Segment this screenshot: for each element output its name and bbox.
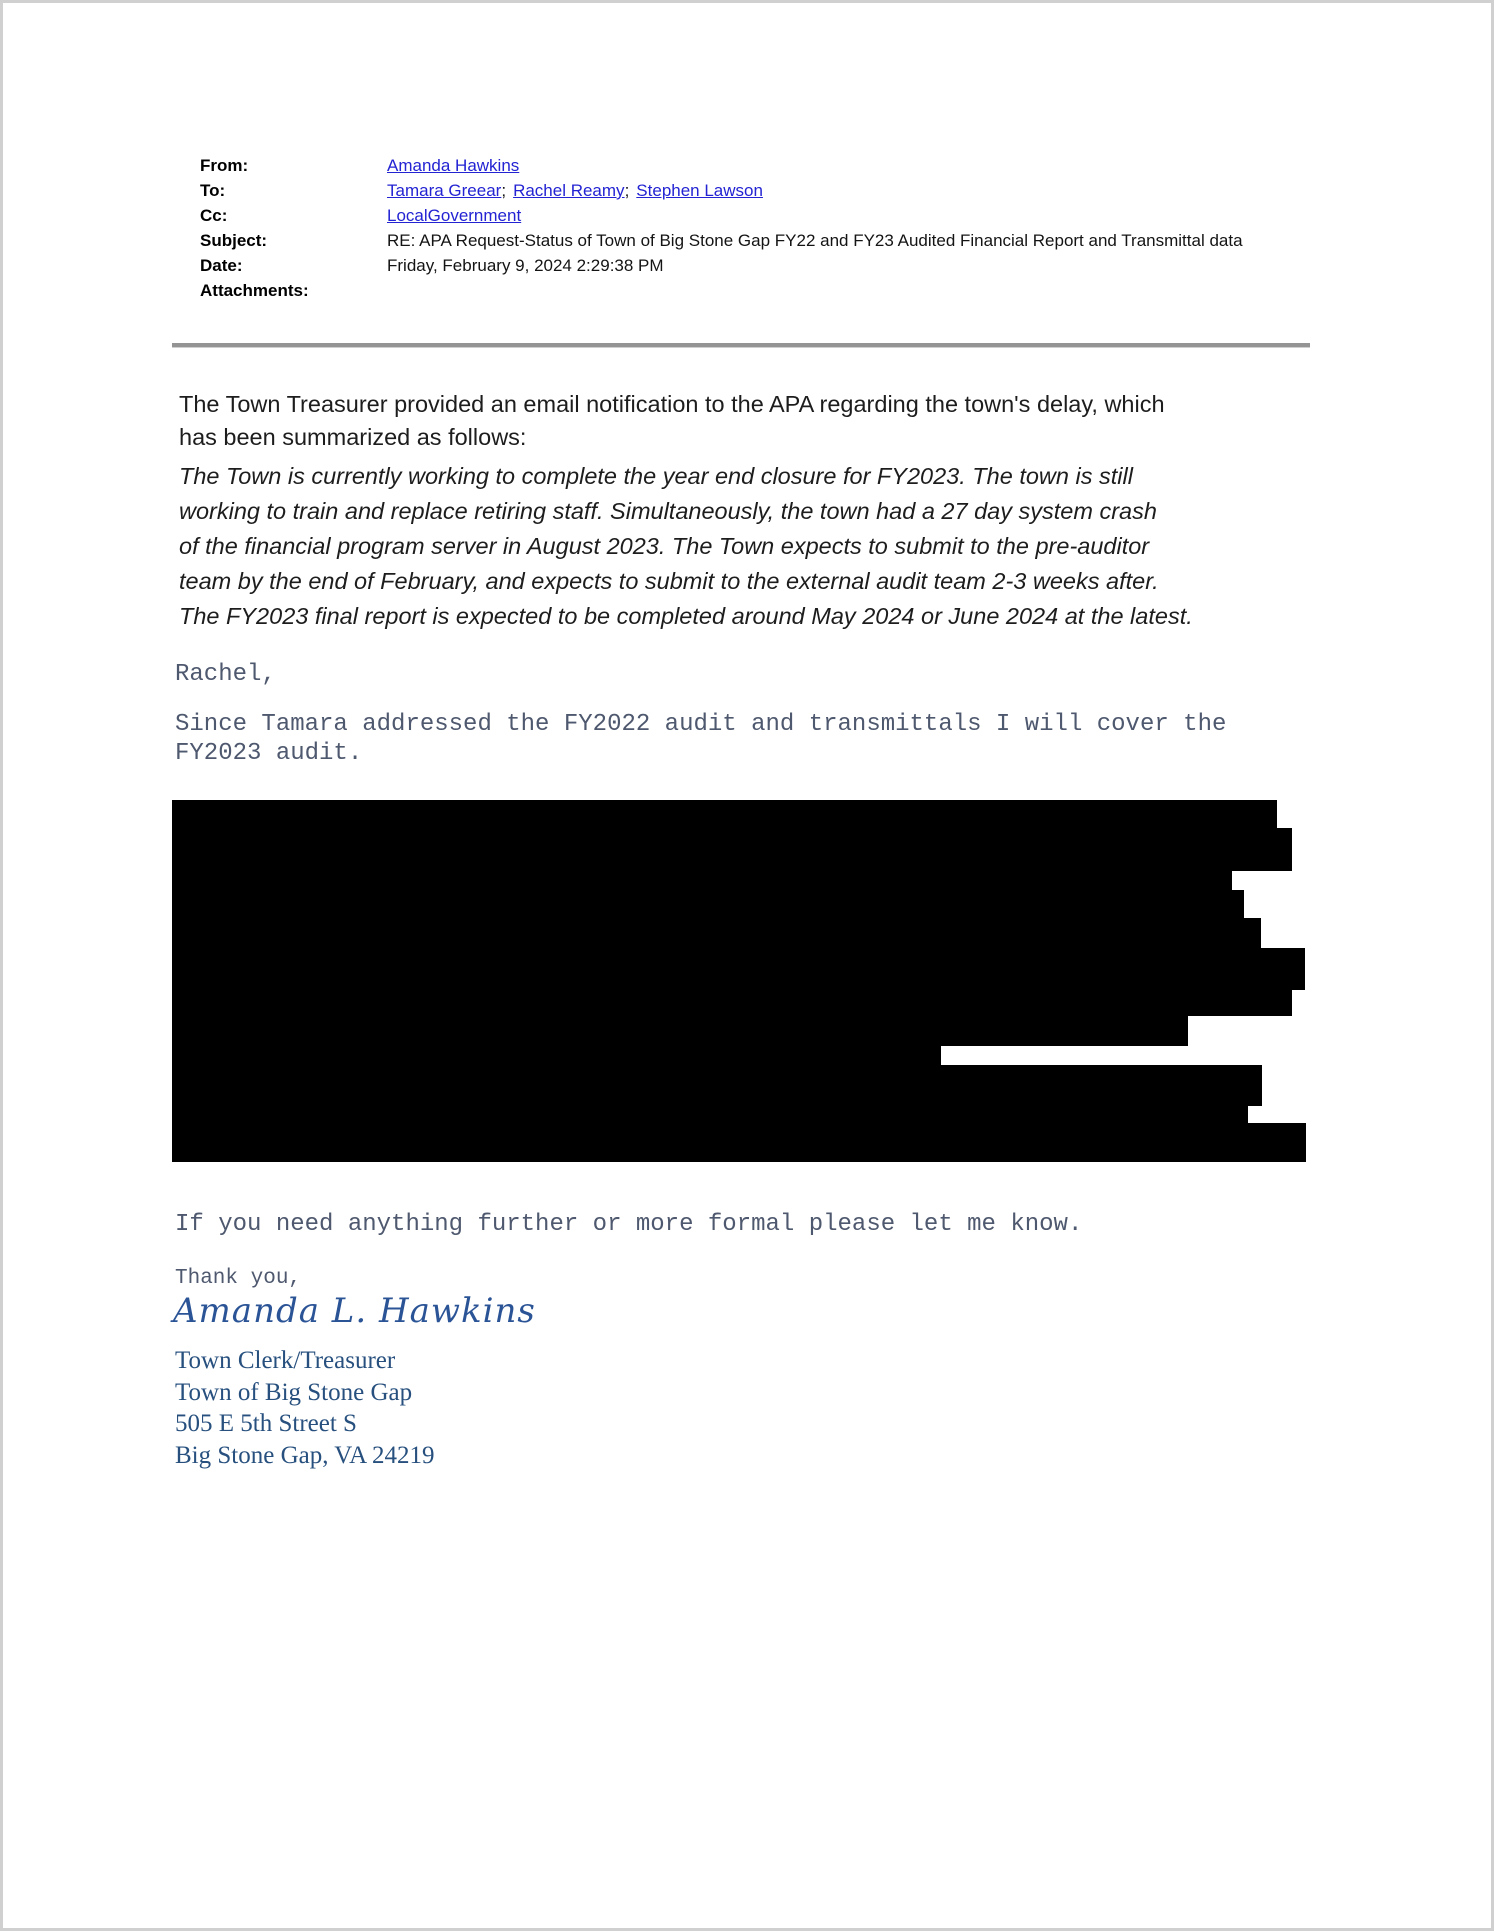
note-paragraph: [175, 710, 1226, 768]
from-value: [387, 153, 519, 178]
signature-block: [175, 1345, 435, 1471]
recipient-separator: ;: [501, 181, 507, 200]
email-header: [200, 153, 1243, 303]
attachments-label: Attachments:: [200, 281, 309, 300]
header-row-from: [200, 153, 1243, 178]
quote-line: of the financial program server in August 2023. The Town expects to submit to the pre-auditor: [179, 533, 1150, 559]
header-divider: [172, 343, 1310, 348]
cc-link[interactable]: LocalGovernment: [387, 206, 522, 225]
to-link-2[interactable]: Rachel Reamy: [513, 181, 625, 200]
subject-value: RE: APA Request-Status of Town of Big Stone Gap FY22 and FY23 Audited Financial Report and Transmittal data: [387, 231, 1243, 250]
intro-line: has been summarized as follows:: [179, 424, 527, 450]
from-link[interactable]: Amanda Hawkins: [387, 156, 520, 175]
closing-text: If you need anything further or more formal please let me know.: [175, 1211, 1083, 1238]
signature-script: Amanda L. Hawkins: [173, 1291, 536, 1331]
redaction-stripe: [172, 918, 1261, 948]
signature-org: Town of Big Stone Gap: [175, 1378, 413, 1406]
redaction-stripe: [172, 871, 1232, 890]
to-value: [387, 178, 763, 203]
header-row-attachments: [200, 278, 1243, 303]
redaction-stripe: [172, 1046, 941, 1065]
thanks-text: Thank you,: [175, 1267, 302, 1290]
cc-label: Cc:: [200, 206, 228, 225]
note-line: FY2023 audit.: [175, 740, 363, 767]
redaction-stripe: [172, 1123, 1306, 1162]
note-line: Since Tamara addressed the FY2022 audit and transmittals I will cover the: [175, 711, 1227, 738]
intro-line: The Town Treasurer provided an email notification to the APA regarding the town's delay, which: [179, 391, 1165, 417]
quote-line: working to train and replace retiring staff. Simultaneously, the town had a 27 day system crash: [179, 498, 1157, 524]
date-value: Friday, February 9, 2024 2:29:38 PM: [387, 256, 664, 275]
intro-paragraph: [179, 388, 1165, 454]
to-link-1[interactable]: Tamara Greear: [387, 181, 502, 200]
to-label: To:: [200, 181, 226, 200]
header-row-date: [200, 253, 1243, 278]
cc-value: [387, 203, 521, 228]
signature-street: 505 E 5th Street S: [175, 1410, 357, 1437]
signature-title: Town Clerk/Treasurer: [175, 1347, 396, 1374]
redaction-stripe: [172, 1106, 1248, 1123]
redacted-block: [172, 800, 1306, 1162]
header-row-to: [200, 178, 1243, 203]
to-link-3[interactable]: Stephen Lawson: [636, 181, 763, 200]
date-label: Date:: [200, 256, 243, 275]
quoted-summary-paragraph: [179, 459, 1193, 634]
redaction-stripe: [172, 948, 1305, 990]
redaction-stripe: [172, 990, 1292, 1016]
redaction-stripe: [172, 828, 1292, 871]
subject-label: Subject:: [200, 231, 268, 250]
redaction-stripe: [172, 1016, 1188, 1046]
recipient-separator: ;: [624, 181, 630, 200]
quote-line: The FY2023 final report is expected to be completed around May 2024 or June 2024 at the latest.: [179, 603, 1193, 629]
header-row-subject: [200, 228, 1243, 253]
redaction-stripe: [172, 1065, 1262, 1106]
signature-city: Big Stone Gap, VA 24219: [175, 1441, 435, 1469]
quote-line: The Town is currently working to complete the year end closure for FY2023. The town is still: [179, 463, 1133, 489]
redaction-stripe: [172, 890, 1244, 918]
from-label: From:: [200, 156, 249, 175]
greeting-text: Rachel,: [175, 661, 276, 688]
header-row-cc: [200, 203, 1243, 228]
redaction-stripe: [172, 800, 1277, 828]
quote-line: team by the end of February, and expects to submit to the external audit team 2-3 weeks after.: [179, 568, 1159, 594]
